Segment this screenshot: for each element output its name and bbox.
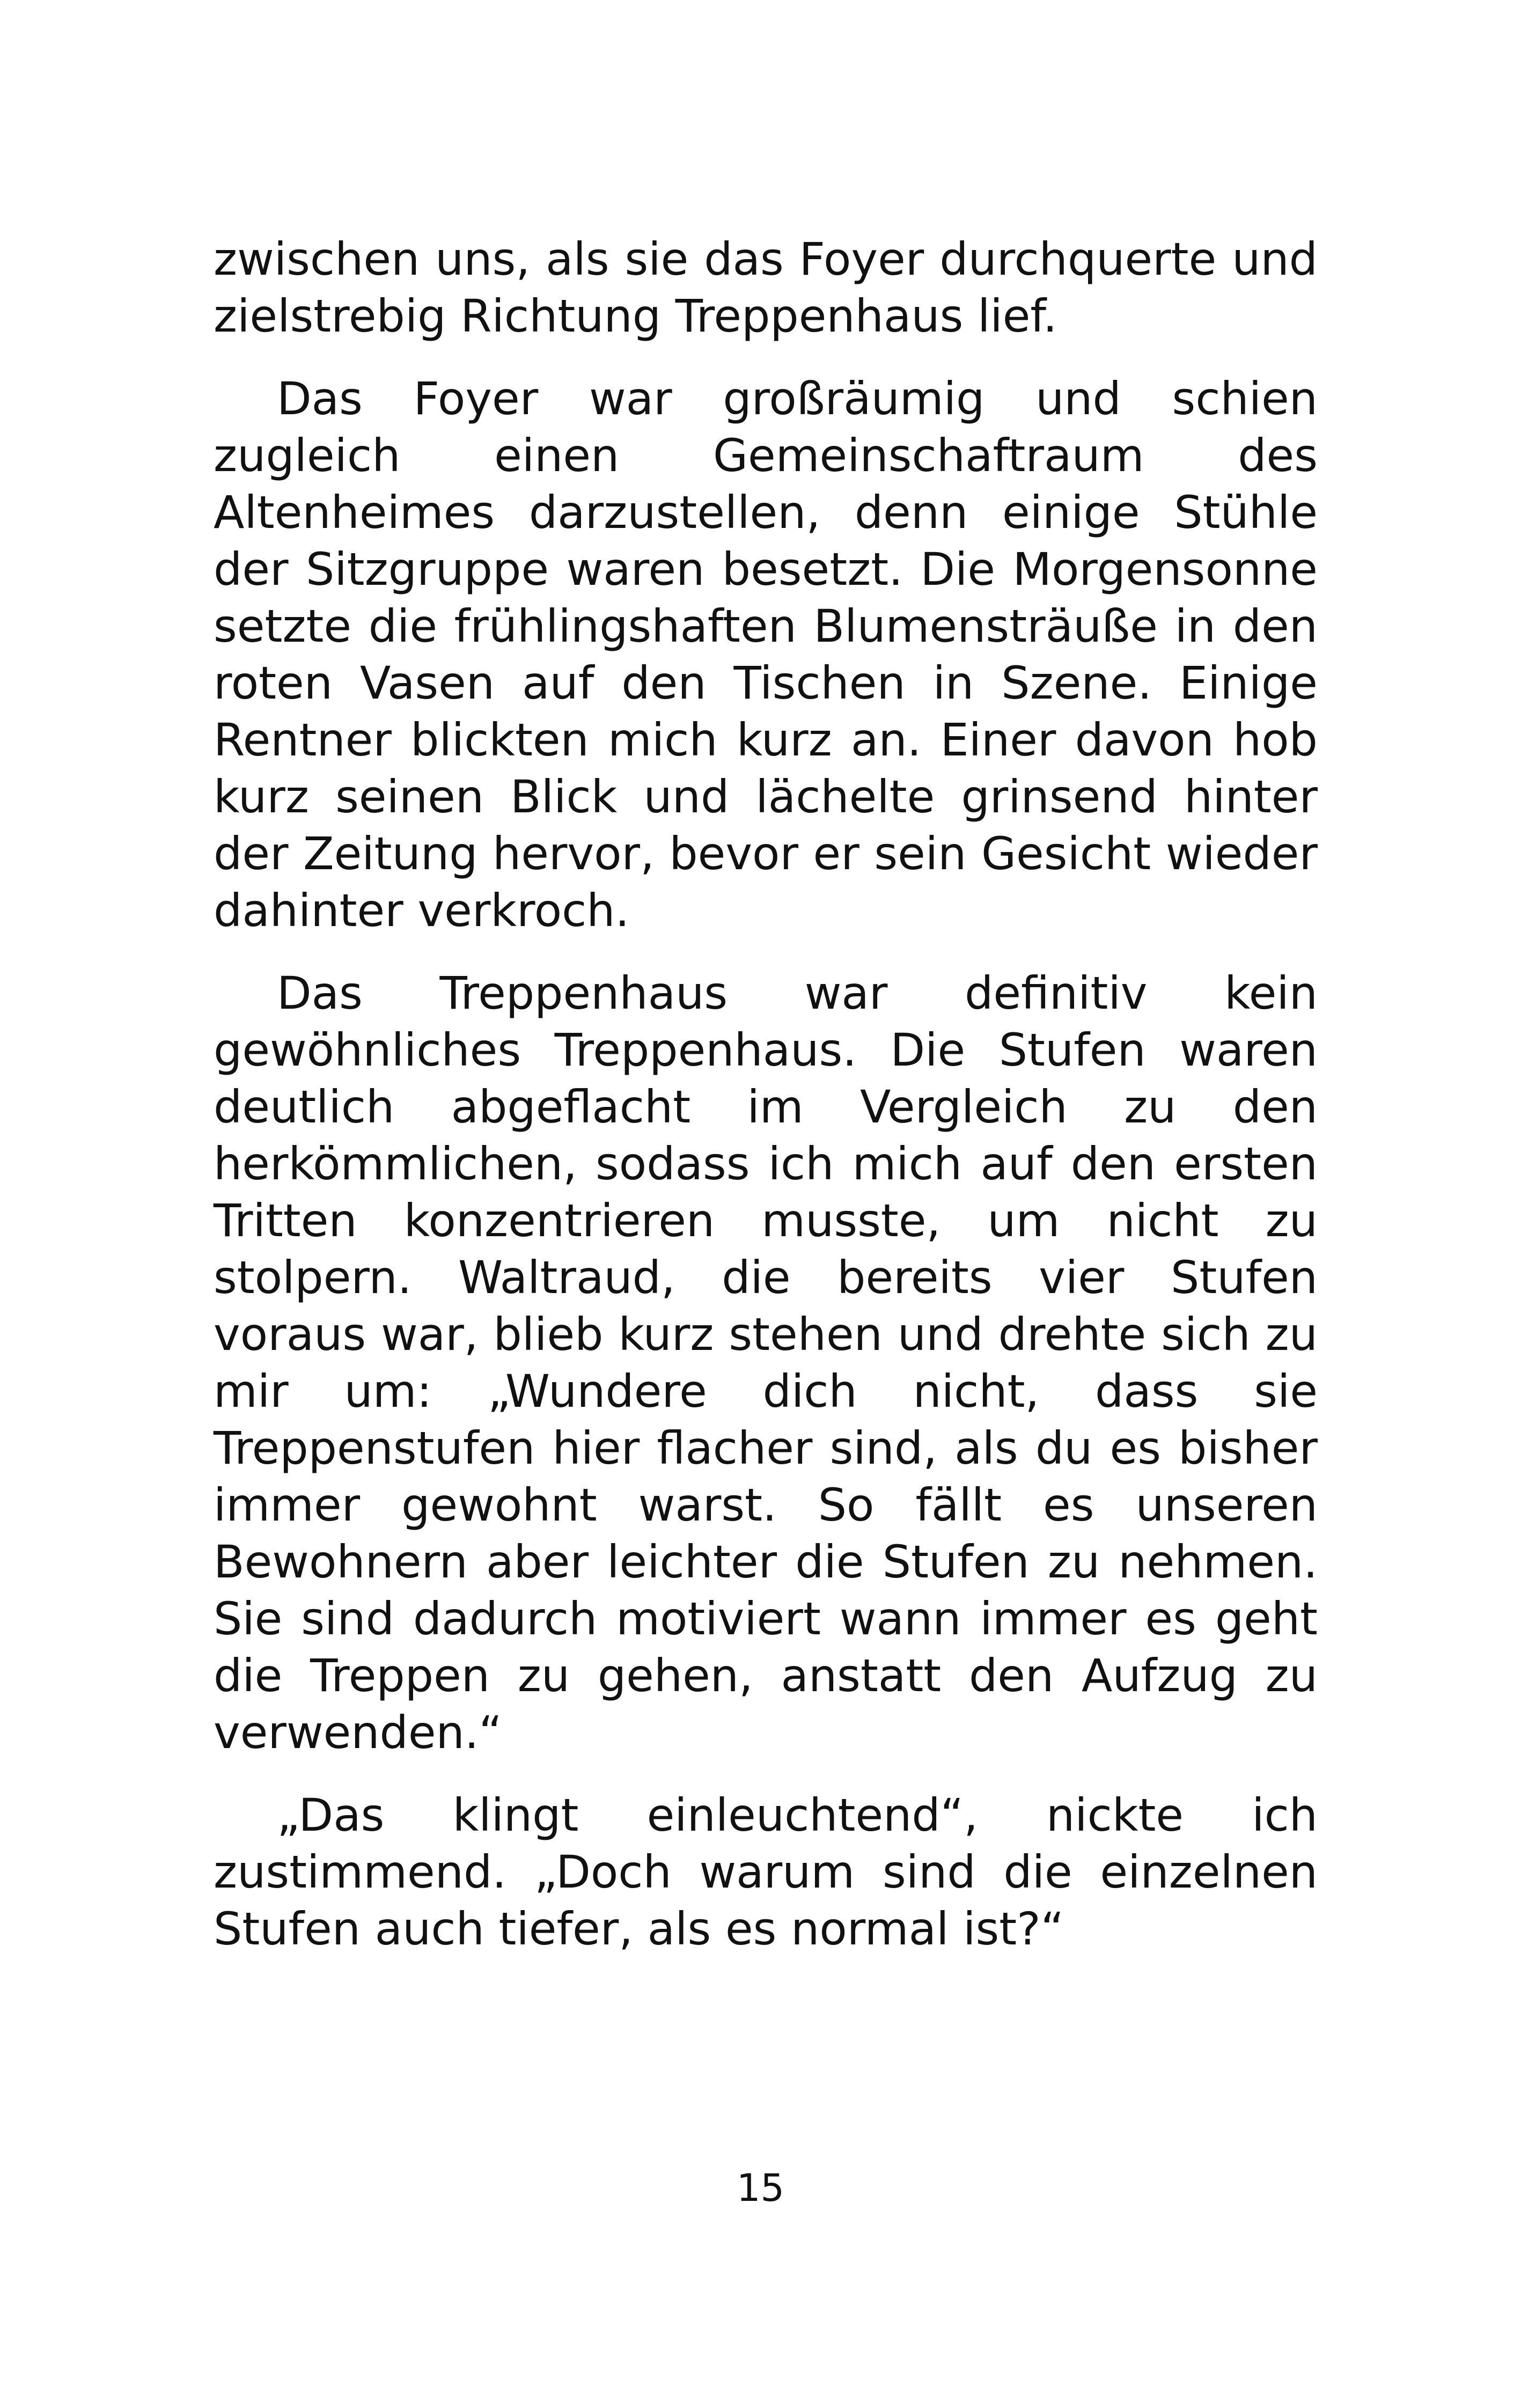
page-number: 15 (736, 2166, 785, 2210)
paragraph-1: zwischen uns, als sie das Foyer durchquerte und zielstrebig Richtung Treppenhaus lief. (214, 233, 1318, 342)
body-text (214, 231, 1318, 1983)
paragraph-4: „Das klingt einleuchtend“, nickte ich zustimmend. „Doch warum sind die einzelnen Stufen auch tiefer, als es normal ist?“ (214, 1789, 1318, 1955)
paragraph-3: Das Treppenhaus war definitiv kein gewöhnliches Treppenhaus. Die Stufen waren deutlich abgeflacht im Vergleich zu den herkömmlichen, sodass ich mich auf den ersten Tritten konzentrieren musste, um nicht zu stolpern. Waltraud, die bereits vier Stufen voraus war, blieb kurz stehen und drehte sich zu mir um: „Wundere dich nicht, dass sie Treppenstufen hier flacher sind, als du es bisher immer gewohnt warst. So fällt es unseren Bewohnern aber leichter die Stufen zu nehmen. Sie sind dadurch motiviert wann immer es geht die Treppen zu gehen, anstatt den Aufzug zu verwenden.“ (214, 967, 1318, 1759)
paragraph-2: Das Foyer war großräumig und schien zugleich einen Gemeinschaftraum des Altenheimes darzustellen, denn einige Stühle der Sitzgruppe waren besetzt. Die Morgensonne setzte die frühlingshaften Blumensträuße in den roten Vasen auf den Tischen in Szene. Einige Rentner blickten mich kurz an. Einer davon hob kurz seinen Blick und lächelte grinsend hinter der Zeitung hervor, bevor er sein Gesicht wieder dahinter verkroch. (214, 372, 1318, 937)
